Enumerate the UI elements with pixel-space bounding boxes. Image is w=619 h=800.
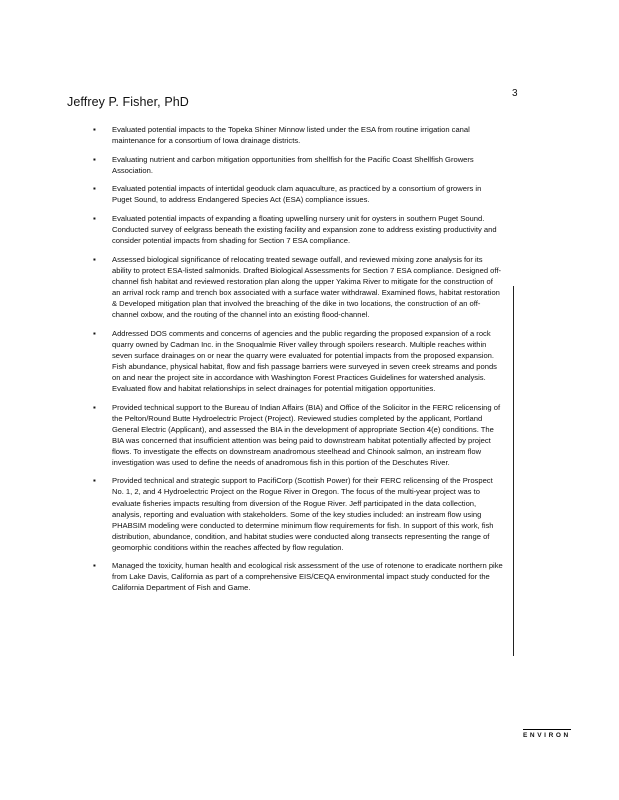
bullet-item: ▪ Assessed biological significance of relocating treated sewage outfall, and reviewed mixing zone analysis for its ability to protect ESA-listed salmonids. Drafted Biological Assessments for Section 7 ESA compliance. Designed off-channel fish habitat and reviewed restoration plan along the upper Yakima River to mitigate for the construction of an arrival rock ramp and trench box associated with a surface water withdrawal. Examined flows, habitat restoration & Developed mitigation plan that involved the breaching of the dike in two locations, the construction of an off-channel oxbow, and the routing of the channel into an existing flood-channel.: [93, 254, 503, 320]
bullet-item: ▪ Evaluated potential impacts of expanding a floating upwelling nursery unit for oysters in southern Puget Sound. Conducted survey of eelgrass beneath the existing facility and expansion zone to address existing productivity and consider potential impacts from shading for Section 7 ESA compliance.: [93, 213, 503, 246]
environ-logo: ENVIRON: [523, 729, 571, 739]
bullet-item: ▪ Managed the toxicity, human health and ecological risk assessment of the use of rotenone to eradicate northern pike from Lake Davis, California as part of a comprehensive EIS/CEQA environmental impact study conducted for the California Department of Fish and Game.: [93, 560, 503, 593]
header-name: Jeffrey P. Fisher, PhD: [67, 95, 189, 109]
bullet-item: ▪ Evaluated potential impacts to the Topeka Shiner Minnow listed under the ESA from routine irrigation canal maintenance for a consortium of Iowa drainage districts.: [93, 124, 503, 146]
revision-change-bar: [513, 286, 514, 656]
bullet-item: ▪ Provided technical and strategic support to PacifiCorp (Scottish Power) for their FERC relicensing of the Prospect No. 1, 2, and 4 Hydroelectric Project on the Rogue River in Oregon. The focus of the multi-year project was to evaluate fisheries impacts resulting from diversion of the Rogue River. Jeff participated in the data collection, analysis, reporting and evaluation with stakeholders. Some of the key studies included: an instream flow using PHABSIM modeling were conducted to determine minimum flow requirements for fish. In support of this work, fish distribution, abundance, condition, and habitat studies were conducted along transects representing the range of geomorphic conditions within the reaches affected by flow regulation.: [93, 475, 503, 552]
page-number: 3: [512, 88, 518, 99]
bullet-item: ▪ Evaluating nutrient and carbon mitigation opportunities from shellfish for the Pacific Coast Shellfish Growers Association.: [93, 154, 503, 176]
experience-bullet-list: [93, 124, 503, 601]
bullet-item: ▪ Provided technical support to the Bureau of Indian Affairs (BIA) and Office of the Solicitor in the FERC relicensing of the Pelton/Round Butte Hydroelectric Project (Project). Reviewed studies completed by the applicant, Portland General Electric (Applicant), and assessed the BIA in the development of appropriate Section 4(e) conditions. The BIA was concerned that insufficient attention was being paid to downstream habitat potentially affected by project flows. To investigate the effects on downstream anadromous steelhead and Chinook salmon, an instream flow investigation was used to define the needs of anadromous fish in this portion of the Deschutes River.: [93, 402, 503, 468]
bullet-item: ▪ Evaluated potential impacts of intertidal geoduck clam aquaculture, as practiced by a consortium of growers in Puget Sound, to address Endangered Species Act (ESA) compliance issues.: [93, 183, 503, 205]
bullet-item: ▪ Addressed DOS comments and concerns of agencies and the public regarding the proposed expansion of a rock quarry owned by Cadman Inc. in the Snoqualmie River valley through spoilers research. Multiple reaches within seven surface drainages on or near the quarry were evaluated for potential impacts from the proposed expansion. Fish abundance, physical habitat, flow and fish passage barriers were surveyed in seven creek streams and ponds on and near the project site in accordance with Washington Forest Practices Guidelines for watershed analysis. Evaluated flow and habitat relationships in select drainages for potential mitigation opportunities.: [93, 328, 503, 394]
